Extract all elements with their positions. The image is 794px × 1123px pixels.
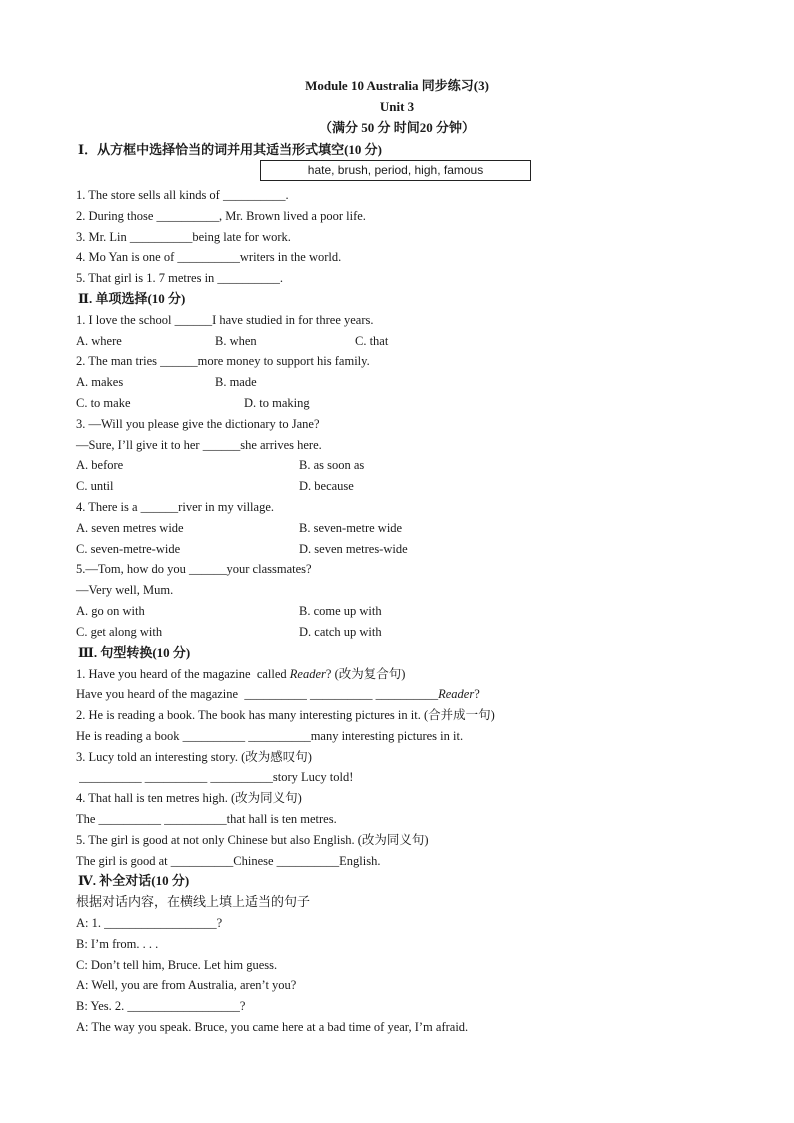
section1-question-1: 1. The store sells all kinds of __________.	[76, 188, 289, 202]
dialogue-line-5: B: Yes. 2. __________________?	[76, 999, 246, 1013]
section3-q1-magazine-name: Reader	[289, 667, 326, 681]
section2-q4-option-d: D. seven metres-wide	[299, 542, 408, 556]
section1-question-5: 5. That girl is 1. 7 metres in __________.	[76, 271, 284, 285]
section3-q4-answer: The __________ __________that hall is ten metres.	[76, 812, 337, 826]
section1-question-4: 4. Mo Yan is one of __________writers in the world.	[76, 250, 342, 264]
dialogue-line-1: A: 1. __________________?	[76, 916, 223, 930]
section2-q2-option-b: B. made	[215, 375, 257, 389]
section3-q1-post: ? (改为复合句)	[325, 667, 406, 681]
section2-q2-stem: 2. The man tries ______more money to support his family.	[76, 354, 370, 368]
dialogue-line-3: C: Don’t tell him, Bruce. Let him guess.	[76, 958, 278, 972]
section3-q4: 4. That hall is ten metres high. (改为同义句)	[76, 791, 302, 805]
word-box: hate, brush, period, high, famous	[260, 160, 531, 181]
section2-q5-option-b: B. come up with	[299, 604, 382, 618]
section2-q5-stem2: —Very well, Mum.	[76, 583, 174, 597]
section3-q1-answer-post: ?	[474, 687, 480, 701]
dialogue-line-2: B: I’m from. . . .	[76, 937, 159, 951]
section2-q4-option-a: A. seven metres wide	[76, 521, 184, 535]
section4-instruction: 根据对话内容，在横线上填上适当的句子	[76, 894, 311, 909]
dialogue-line-6: A: The way you speak. Bruce, you came here at a bad time of year, I’m afraid.	[76, 1020, 469, 1034]
section2-q4-option-c: C. seven-metre-wide	[76, 542, 181, 556]
section2-q2-option-d: D. to making	[244, 396, 310, 410]
section2-heading: Ⅱ. 单项选择(10 分)	[78, 291, 186, 306]
section2-q3-stem: 3. —Will you please give the dictionary to Jane?	[76, 417, 320, 431]
section2-q1-stem: 1. I love the school ______I have studied in for three years.	[76, 313, 374, 327]
section2-q2-option-c: C. to make	[76, 396, 131, 410]
section2-q4-stem: 4. There is a ______river in my village.	[76, 500, 274, 514]
section3-q5: 5. The girl is good at not only Chinese but also English. (改为同义句)	[76, 833, 429, 847]
score-time: （满分 50 分 时间20 分钟）	[318, 120, 475, 135]
section3-q2: 2. He is reading a book. The book has many interesting pictures in it. (合并成一句)	[76, 708, 495, 722]
dialogue-line-4: A: Well, you are from Australia, aren’t you?	[76, 978, 297, 992]
section2-q5-stem: 5.—Tom, how do you ______your classmates?	[76, 562, 312, 576]
section3-heading: Ⅲ. 句型转换(10 分)	[78, 645, 191, 660]
section1-heading: Ⅰ．从方框中选择恰当的词并用其适当形式填空(10 分)	[78, 142, 382, 157]
section2-q1-option-b: B. when	[215, 334, 257, 348]
section3-q1-pre: 1. Have you heard of the magazine called	[76, 667, 290, 681]
worksheet-title: Module 10 Australia 同步练习(3)	[305, 78, 489, 93]
section2-q3-stem2: —Sure, I’ll give it to her ______she arrives here.	[76, 438, 322, 452]
section3-q3-answer: __________ __________ __________story Lucy told!	[76, 770, 354, 784]
section3-q1-answer-magazine-name: Reader	[438, 687, 475, 701]
section3-q1-answer	[76, 686, 480, 702]
section2-q3-option-c: C. until	[76, 479, 114, 493]
section2-q3-option-a: A. before	[76, 458, 124, 472]
section2-q3-option-b: B. as soon as	[299, 458, 365, 472]
section1-question-3: 3. Mr. Lin __________being late for work.	[76, 230, 291, 244]
section2-q1-option-a: A. where	[76, 334, 122, 348]
section2-q3-option-d: D. because	[299, 479, 354, 493]
unit-title: Unit 3	[379, 99, 415, 114]
section2-q5-option-a: A. go on with	[76, 604, 145, 618]
section4-heading: Ⅳ. 补全对话(10 分)	[78, 873, 190, 888]
section2-q4-option-b: B. seven-metre wide	[299, 521, 403, 535]
section3-q1-answer-pre: Have you heard of the magazine __________ __________ __________	[76, 687, 439, 701]
section1-question-2: 2. During those __________, Mr. Brown lived a poor life.	[76, 209, 366, 223]
section2-q5-option-c: C. get along with	[76, 625, 163, 639]
section3-q1	[76, 666, 405, 682]
section3-q5-answer: The girl is good at __________Chinese __________English.	[76, 854, 381, 868]
section2-q5-option-d: D. catch up with	[299, 625, 382, 639]
section2-q2-option-a: A. makes	[76, 375, 124, 389]
section3-q2-answer: He is reading a book __________ __________many interesting pictures in it.	[76, 729, 464, 743]
section3-q3: 3. Lucy told an interesting story. (改为感叹句)	[76, 750, 312, 764]
section2-q1-option-c: C. that	[355, 334, 389, 348]
